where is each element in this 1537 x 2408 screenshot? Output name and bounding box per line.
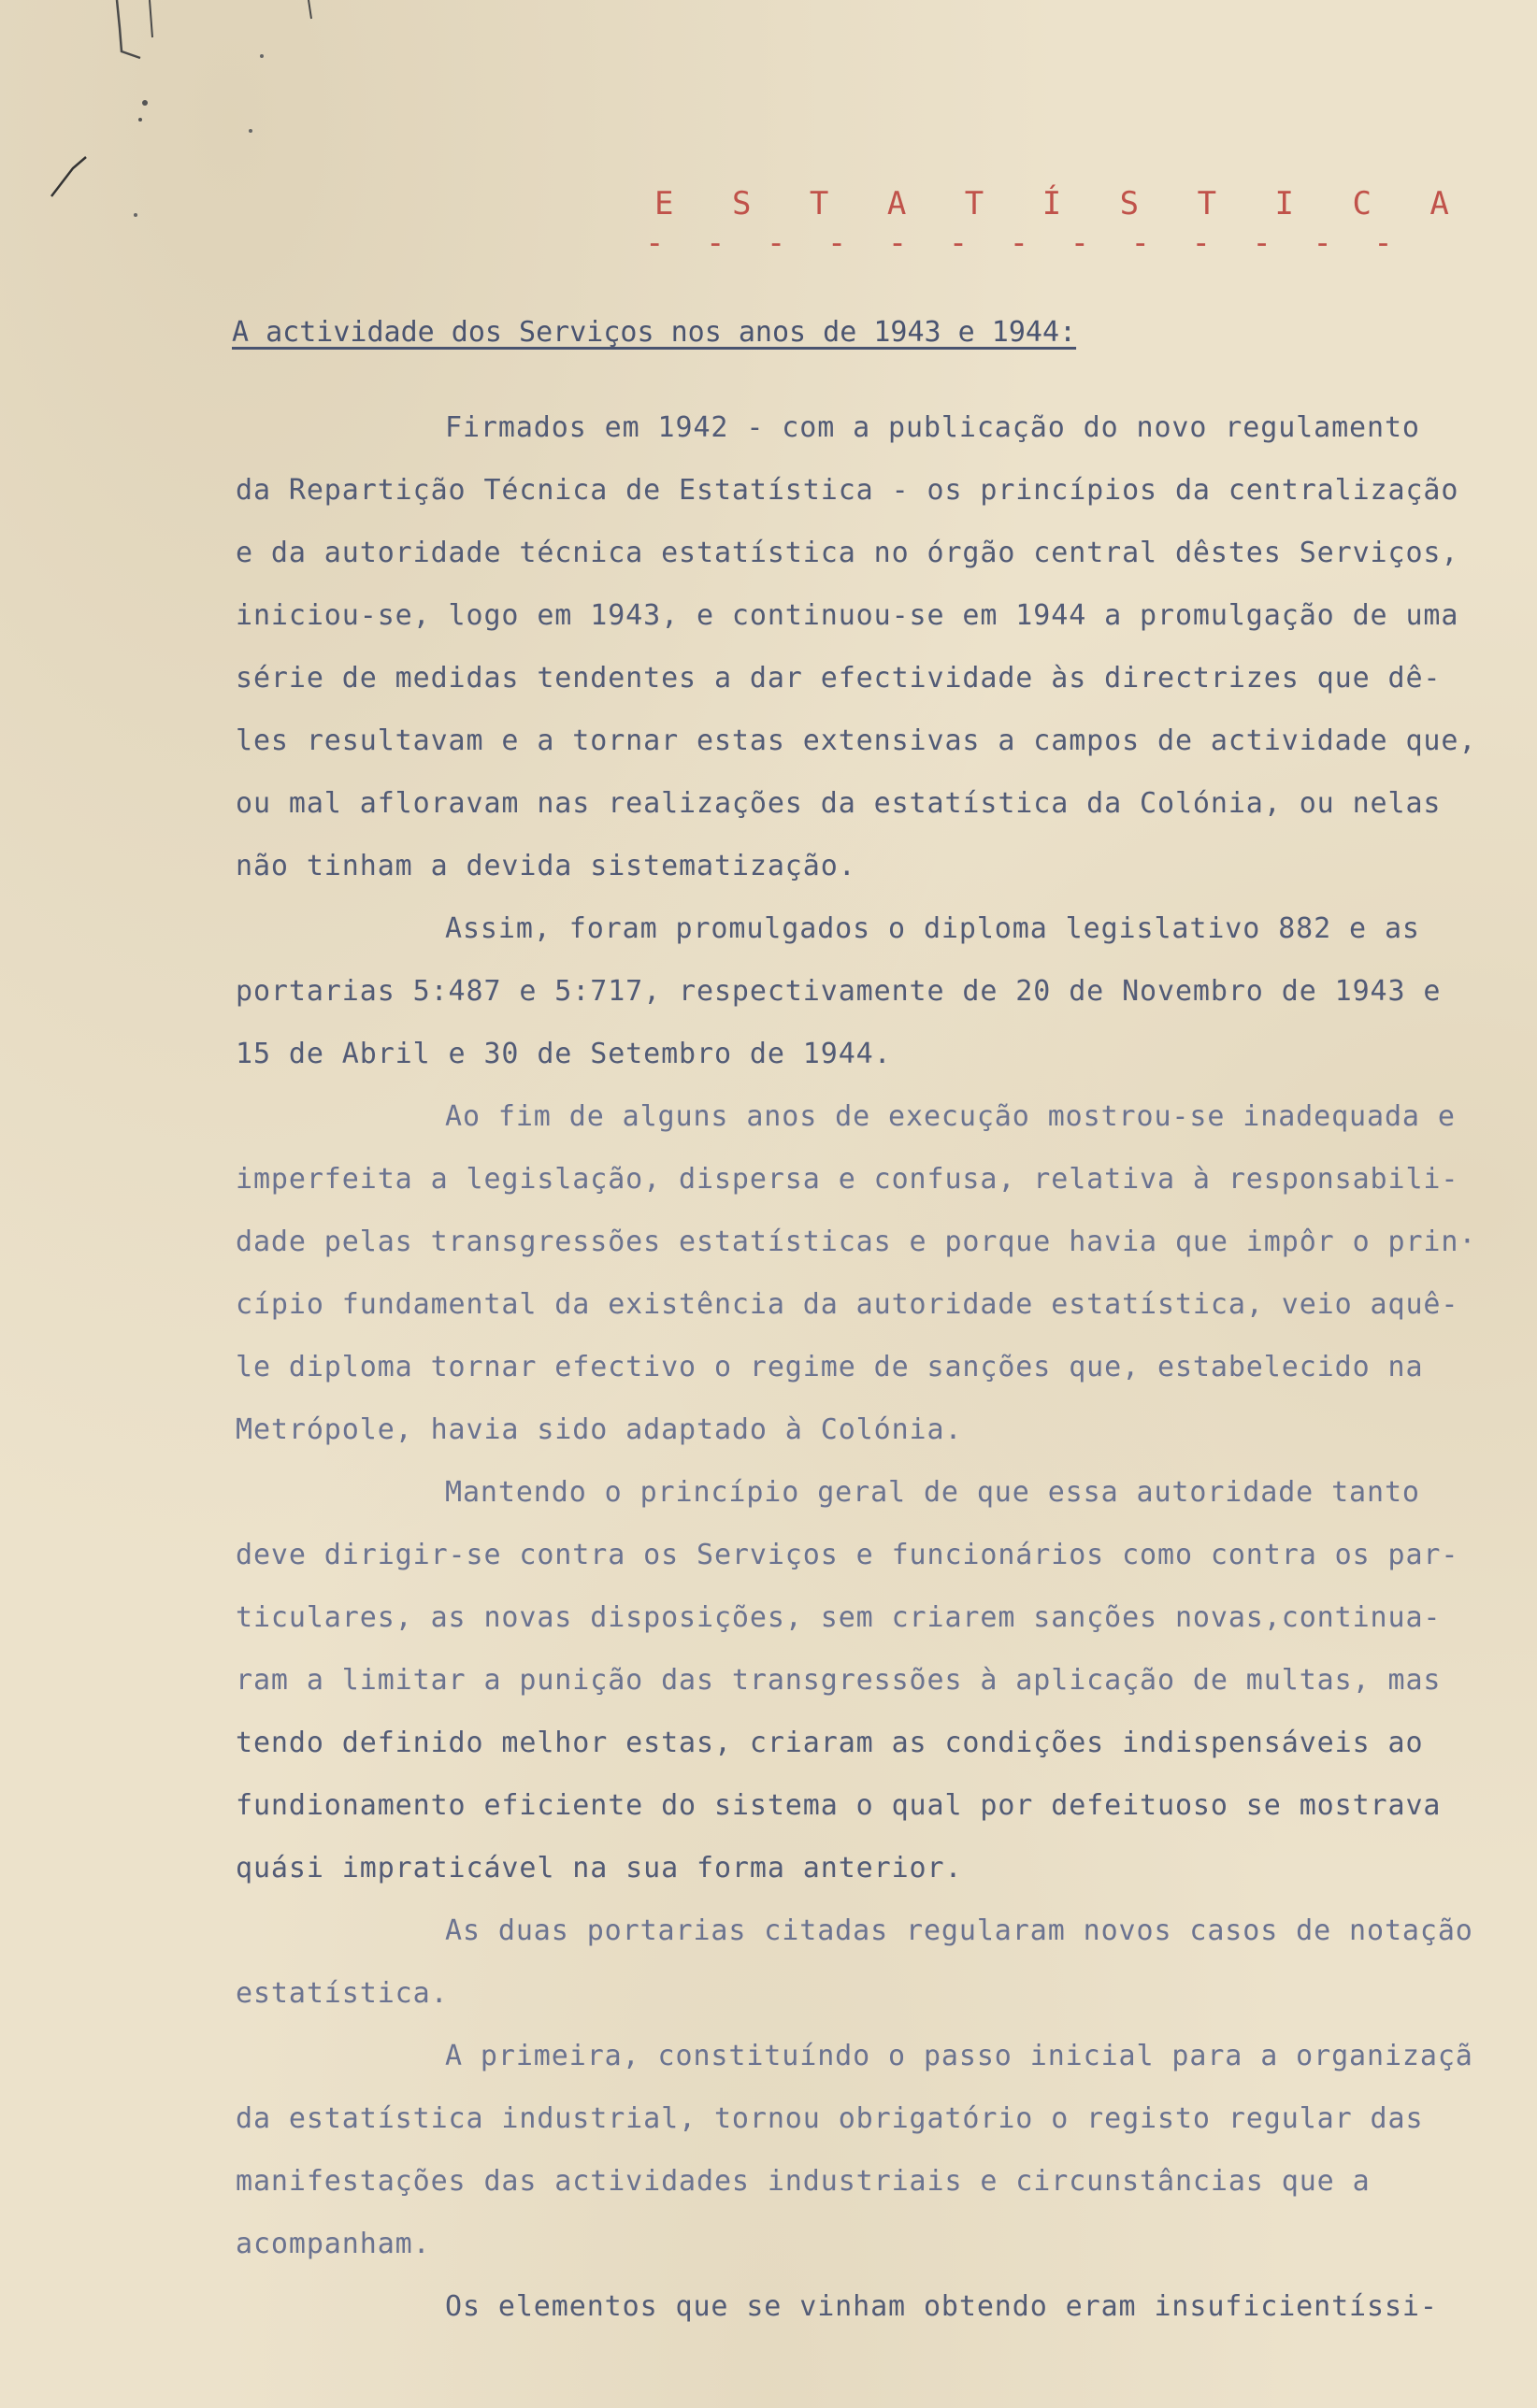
section-heading: A actividade dos Serviços nos anos de 1943 e 1944: [232, 316, 1077, 349]
ink-dot [249, 129, 252, 133]
text-line: A primeira, constituíndo o passo inicial para a organizaçã [445, 2040, 1473, 2072]
text-line: les resultavam e a tornar estas extensivas a campos de actividade que, [236, 724, 1477, 757]
title-underline: - - - - - - - - - - - - - [645, 224, 1404, 262]
text-line: cípio fundamental da existência da autoridade estatística, veio aquê- [236, 1288, 1459, 1321]
text-line: iniciou-se, logo em 1943, e continuou-se em 1944 a promulgação de uma [236, 599, 1459, 632]
text-line: le diploma tornar efectivo o regime de sanções que, estabelecido na [236, 1351, 1424, 1383]
text-line: Metrópole, havia sido adaptado à Colónia. [236, 1413, 963, 1446]
text-line: Os elementos que se vinham obtendo eram insuficientíssi- [445, 2290, 1438, 2323]
text-line: Mantendo o princípio geral de que essa autoridade tanto [445, 1476, 1420, 1509]
pen-stroke-right [309, 0, 311, 19]
text-line: deve dirigir-se contra os Serviços e funcionários como contra os par- [236, 1539, 1459, 1571]
text-line: tendo definido melhor estas, criaram as condições indispensáveis ao [236, 1727, 1424, 1759]
pen-stroke-diagonal [51, 157, 86, 196]
text-line: dade pelas transgressões estatísticas e porque havia que impôr o prin· [236, 1226, 1477, 1258]
text-line: estatística. [236, 1977, 449, 2010]
text-line: Ao fim de alguns anos de execução mostrou-se inadequada e [445, 1100, 1456, 1133]
pen-stroke-top-left [117, 0, 140, 58]
ink-dot [260, 54, 264, 58]
text-line: Firmados em 1942 - com a publicação do novo regulamento [445, 411, 1420, 444]
text-line: As duas portarias citadas regularam novos casos de notação [445, 1914, 1473, 1947]
text-line: quási impraticável na sua forma anterior. [236, 1852, 963, 1885]
text-line: série de medidas tendentes a dar efectividade às directrizes que dê- [236, 662, 1442, 695]
text-line: da Repartição Técnica de Estatística - os princípios da centralização [236, 474, 1459, 507]
text-line: imperfeita a legislação, dispersa e confusa, relativa à responsabili- [236, 1163, 1459, 1196]
text-line: ou mal afloravam nas realizações da estatística da Colónia, ou nelas [236, 787, 1442, 820]
text-line: 15 de Abril e 30 de Setembro de 1944. [236, 1038, 892, 1070]
ink-dot [138, 118, 142, 122]
ink-dot [142, 100, 148, 106]
document-title: E S T A T Í S T I C A [654, 185, 1469, 222]
text-line: Assim, foram promulgados o diploma legislativo 882 e as [445, 912, 1420, 945]
text-line: fundionamento eficiente do sistema o qual por defeituoso se mostrava [236, 1789, 1442, 1822]
text-line: ram a limitar a punição das transgressões à aplicação de multas, mas [236, 1664, 1442, 1697]
text-line: portarias 5:487 e 5:717, respectivamente de 20 de Novembro de 1943 e [236, 975, 1442, 1008]
text-line: não tinham a devida sistematização. [236, 850, 856, 882]
text-line: manifestações das actividades industriais e circunstâncias que a [236, 2165, 1371, 2198]
text-line: acompanham. [236, 2228, 431, 2260]
pen-stroke-vertical [150, 0, 152, 37]
ink-dot [134, 213, 137, 217]
text-line: ticulares, as novas disposições, sem criarem sanções novas,continua- [236, 1601, 1442, 1634]
text-line: da estatística industrial, tornou obrigatório o registo regular das [236, 2102, 1424, 2135]
text-line: e da autoridade técnica estatística no órgão central dêstes Serviços, [236, 537, 1459, 569]
